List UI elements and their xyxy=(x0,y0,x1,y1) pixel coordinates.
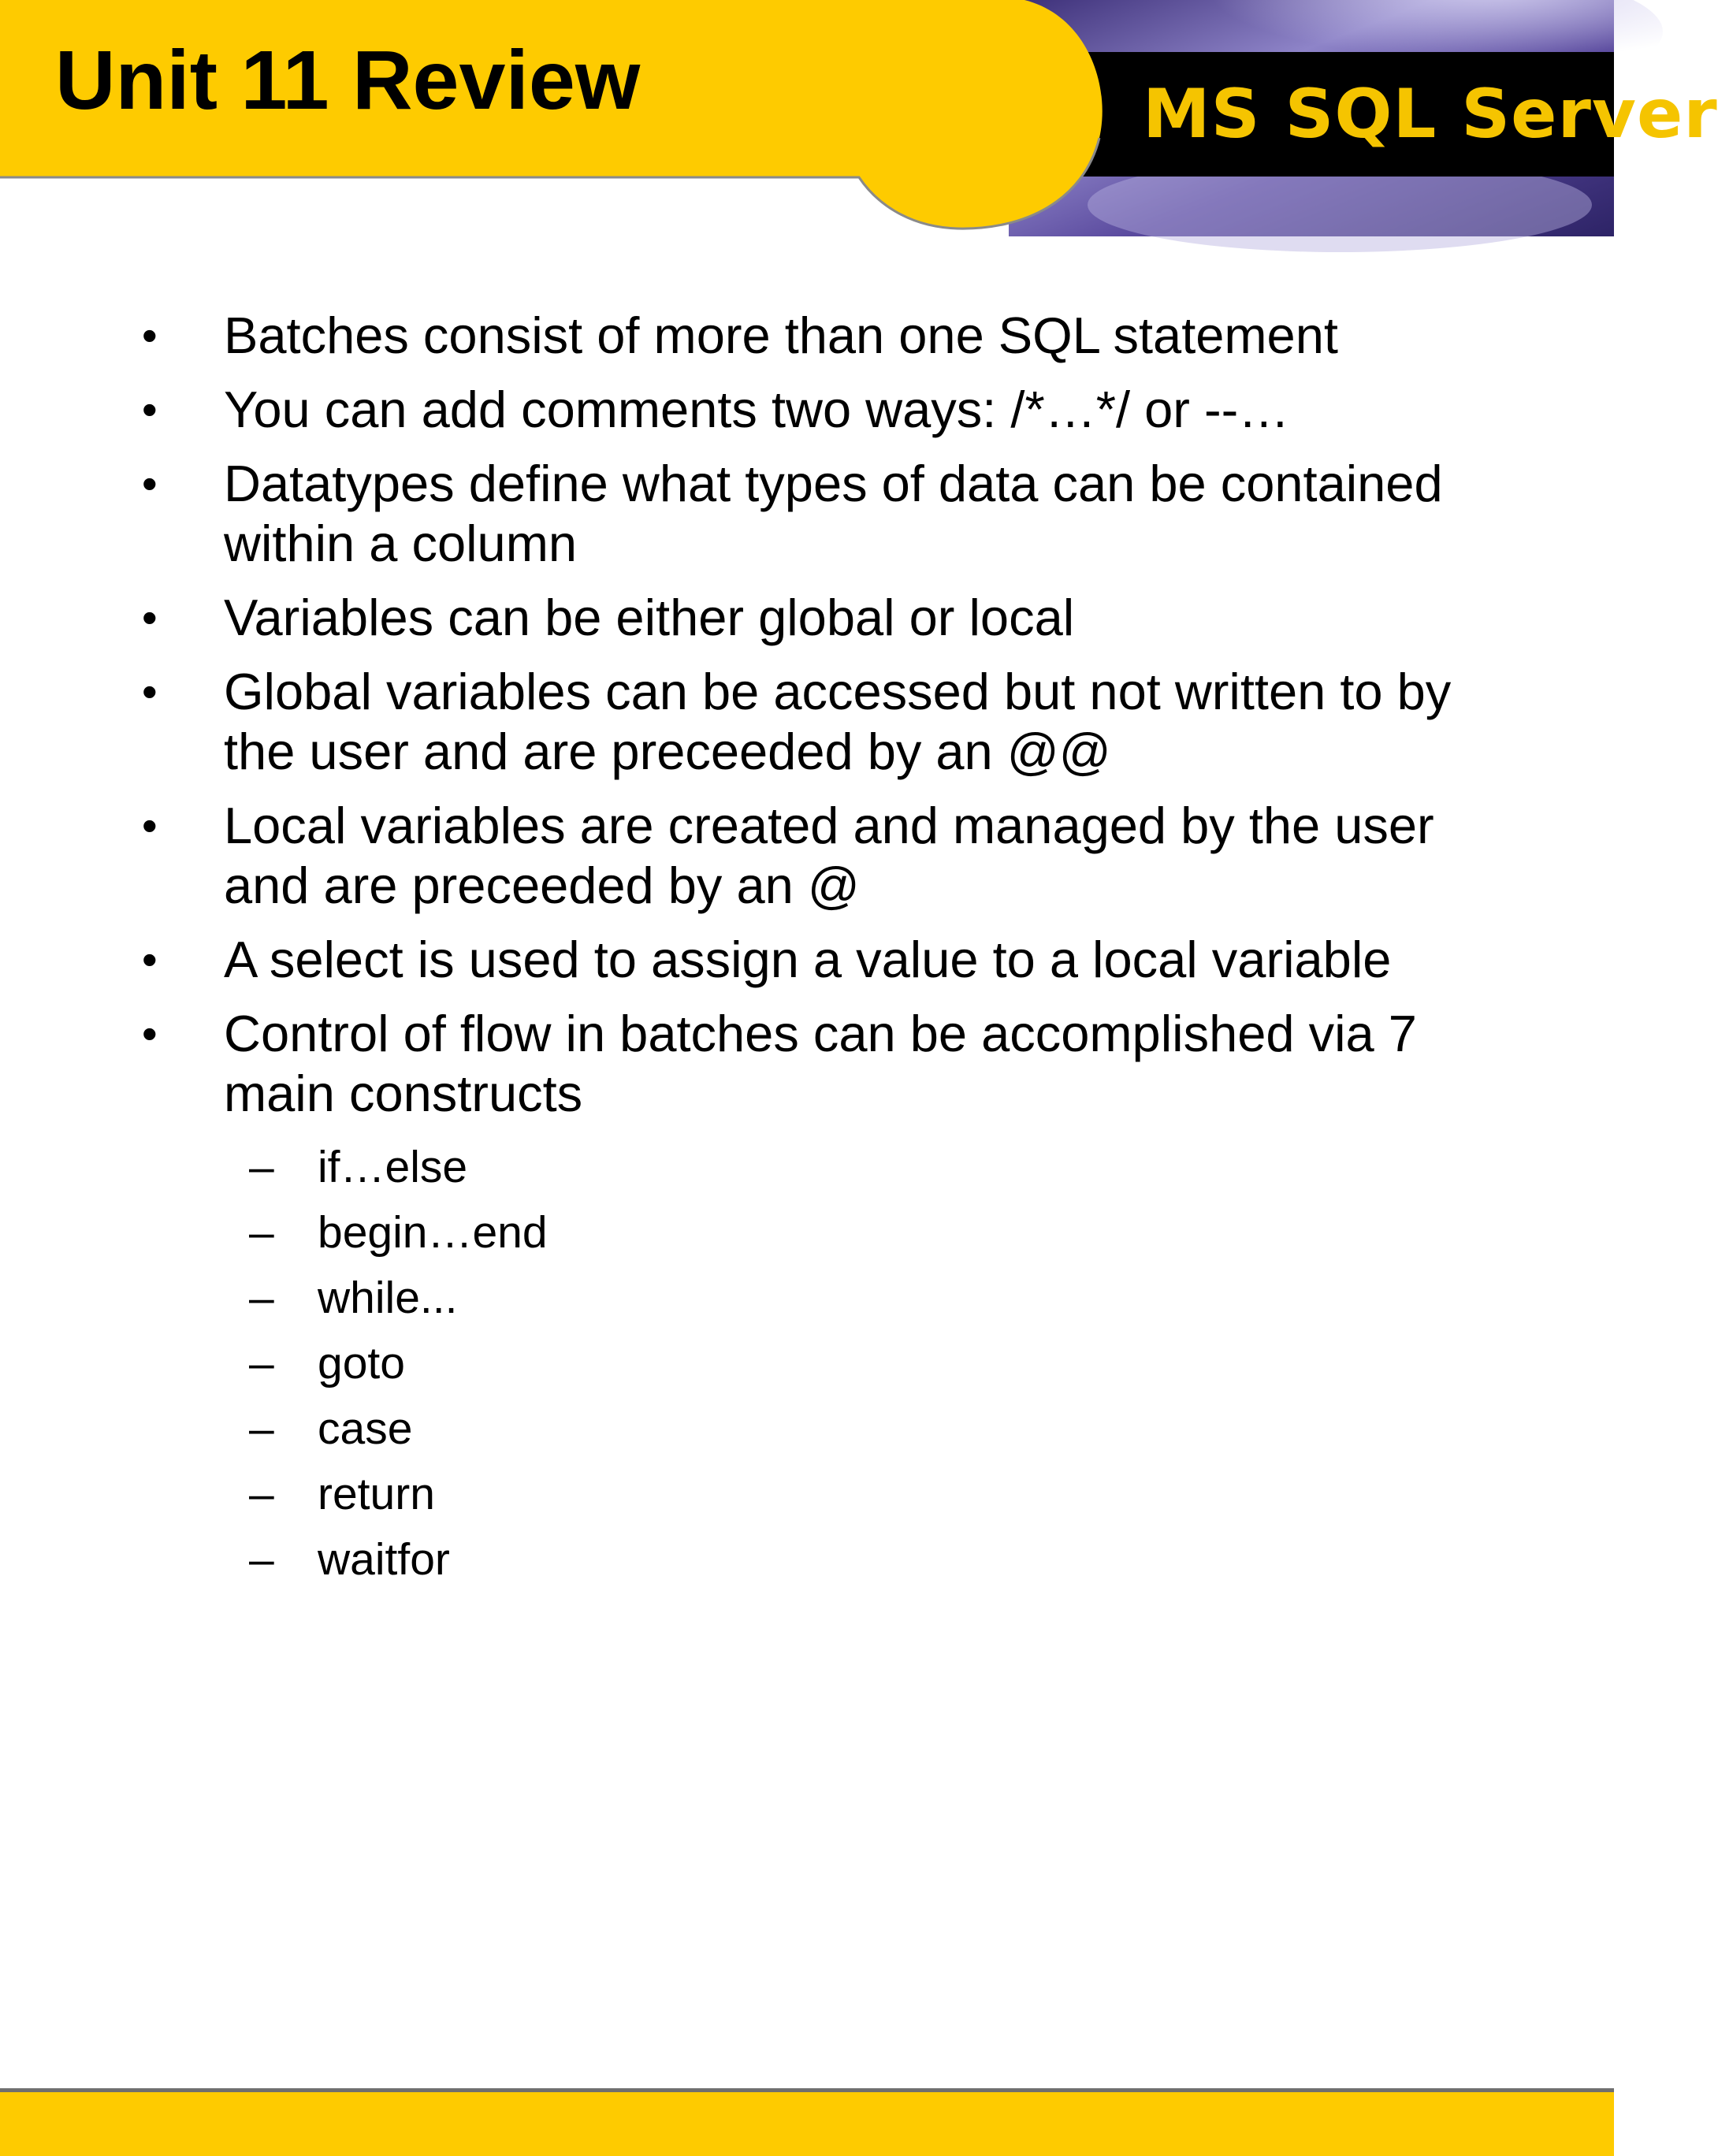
dash-marker: – xyxy=(249,1207,274,1258)
sub-bullet-item xyxy=(0,1396,1497,1462)
bullet-marker: • xyxy=(142,593,158,642)
bullet-marker: • xyxy=(142,667,158,716)
bullet-text: Variables can be either global or local xyxy=(224,589,1075,646)
sub-bullet-item xyxy=(0,1266,1497,1331)
bullet-text: Control of flow in batches can be accomplished via 7 main constructs xyxy=(224,1005,1417,1122)
bullet-item xyxy=(0,454,1453,574)
bullet-marker: • xyxy=(142,935,158,984)
bullet-marker: • xyxy=(142,801,158,850)
dash-marker: – xyxy=(249,1403,274,1454)
bullet-text: Datatypes define what types of data can be contained within a column xyxy=(224,455,1443,572)
dash-marker: – xyxy=(249,1338,274,1388)
sub-bullet-list xyxy=(0,1135,1497,1593)
sub-bullet-text: waitfor xyxy=(318,1534,450,1585)
slide-title: Unit 11 Review xyxy=(55,34,641,127)
sub-bullet-item xyxy=(0,1200,1497,1266)
sub-bullet-item xyxy=(0,1135,1497,1200)
sub-bullet-item xyxy=(0,1462,1497,1527)
bullet-text: Local variables are created and managed by the user and are preceeded by an @ xyxy=(224,797,1434,914)
bullet-item xyxy=(0,380,1453,440)
bullet-text: Batches consist of more than one SQL statement xyxy=(224,307,1338,364)
bullet-text: A select is used to assign a value to a local variable xyxy=(224,931,1392,988)
sub-bullet-text: begin…end xyxy=(318,1207,548,1258)
dash-marker: – xyxy=(249,1469,274,1519)
sub-bullet-text: goto xyxy=(318,1338,405,1388)
bullet-text: You can add comments two ways: /*…*/ or --… xyxy=(224,381,1290,438)
bullet-marker: • xyxy=(142,459,158,508)
bullet-item xyxy=(0,796,1453,916)
bullet-marker: • xyxy=(142,385,158,434)
bullet-item xyxy=(0,930,1453,990)
bullet-item xyxy=(0,662,1453,782)
sub-bullet-item xyxy=(0,1527,1497,1593)
bullet-item xyxy=(0,306,1453,366)
sub-bullet-text: if…else xyxy=(318,1142,468,1192)
bullet-item xyxy=(0,588,1453,648)
brand-logo-text: MS SQL Server xyxy=(1143,75,1718,154)
sub-bullet-text: return xyxy=(318,1469,435,1519)
dash-marker: – xyxy=(249,1142,274,1192)
dash-marker: – xyxy=(249,1534,274,1585)
footer-bar xyxy=(0,2088,1614,2156)
bullet-marker: • xyxy=(142,1009,158,1058)
bullet-text: Global variables can be accessed but not written to by the user and are preceeded by an @@ xyxy=(224,663,1452,780)
dash-marker: – xyxy=(249,1273,274,1323)
slide-content xyxy=(0,306,1497,1593)
bullet-marker: • xyxy=(142,310,158,360)
bullet-item xyxy=(0,1004,1453,1124)
sub-bullet-item xyxy=(0,1331,1497,1396)
sub-bullet-text: case xyxy=(318,1403,413,1454)
sub-bullet-text: while... xyxy=(318,1273,458,1323)
